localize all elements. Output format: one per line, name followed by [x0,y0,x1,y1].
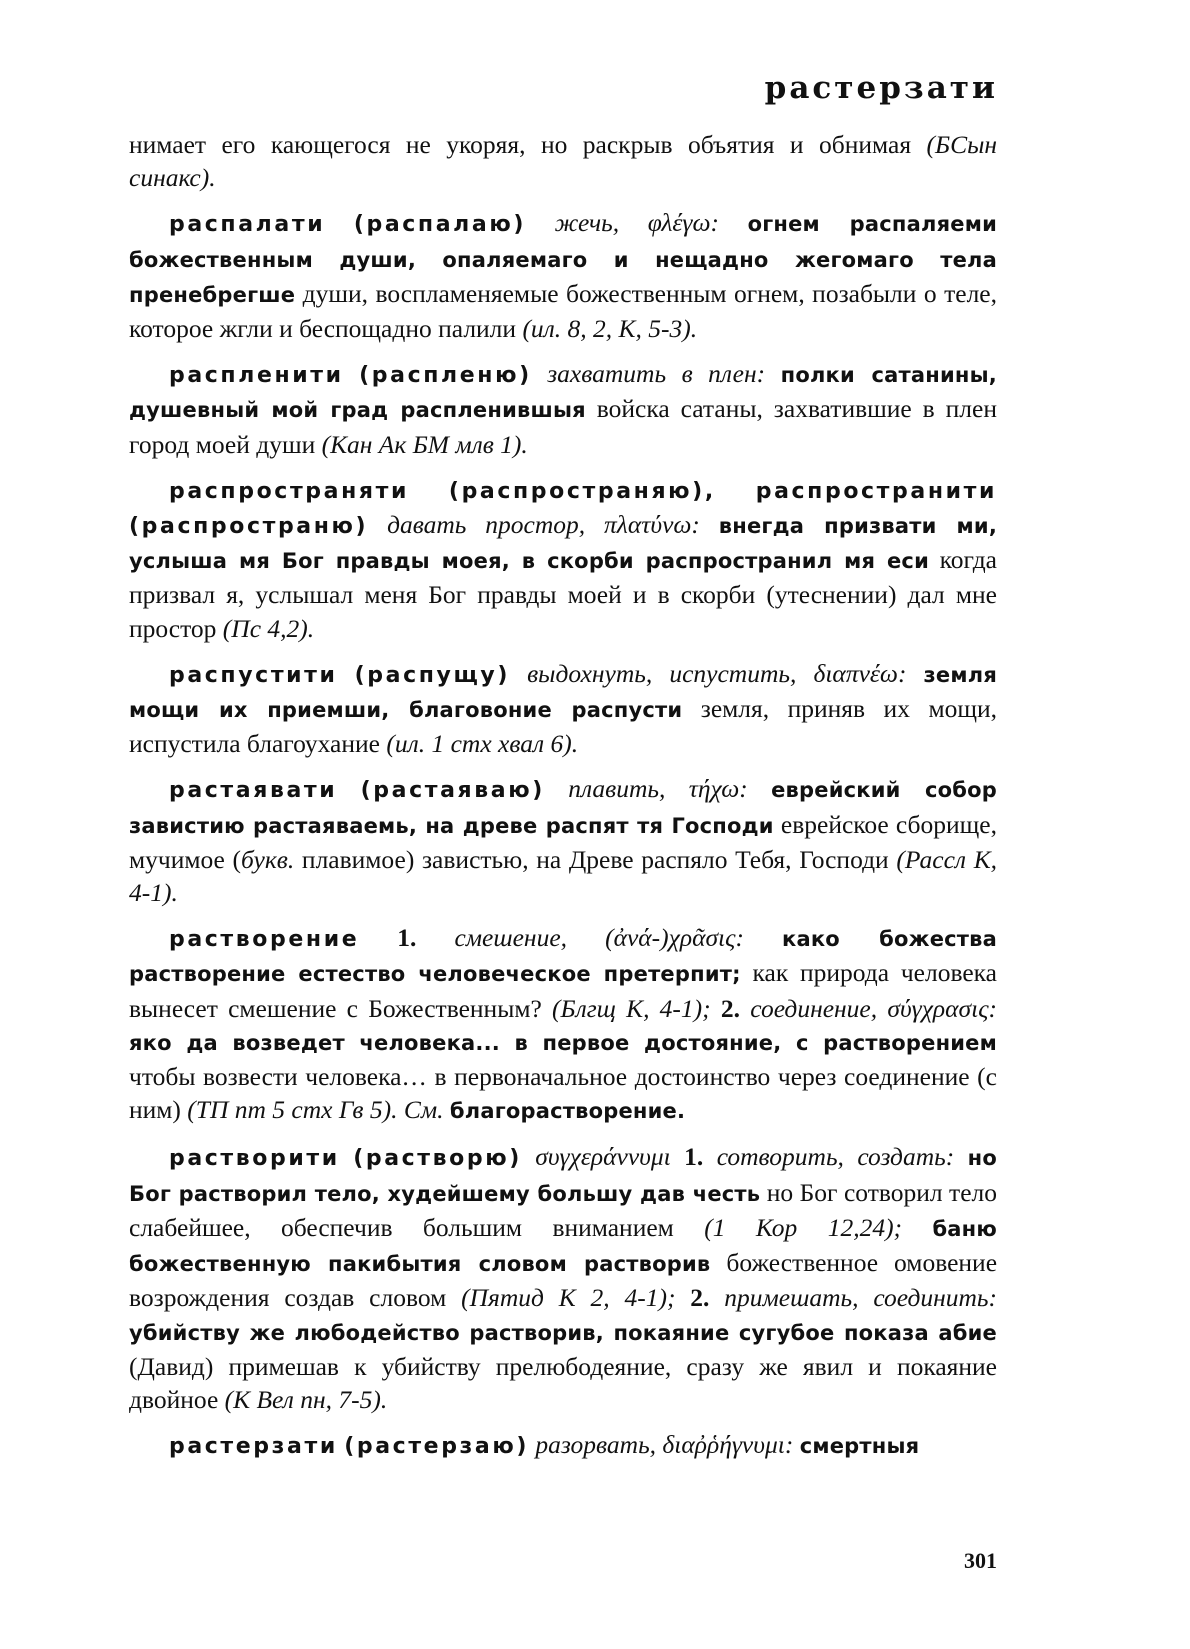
page-number: 301 [964,1548,997,1573]
entry-rastvoriti [129,1140,997,1416]
gloss: выдохнуть, испустить, [527,658,797,688]
entry-raspustiti [129,657,997,761]
entry-raspalati [129,206,997,345]
greek-equivalent: διαπνέω: [813,658,907,688]
translation: божественное омовение возрождения создав словом [129,1248,998,1313]
greek-equivalent: φλέγω: [647,208,719,238]
headword-form: (растаяваю) [360,778,545,804]
translation: плавимое) завистью, на Древе распяло Тебя, Господи [301,844,889,874]
entry-rasprostranyati [129,473,997,645]
gloss: захватить в плен: [547,359,766,389]
greek-equivalent: (ἀνά-)χρᾶσις: [605,923,744,953]
running-head: растерзати [764,70,998,106]
headword-form: (распущу) [354,662,511,688]
headword-form: (распространяю), [448,478,716,504]
gloss: соединение, [750,993,878,1023]
translation: (Давид) примешав к убийству прелюбодеяние, сразу же явил и покаяние двойное [129,1351,997,1414]
headword: растворение [169,927,360,953]
translation: земля, приняв их мощи, испустила благоухание [129,694,997,759]
translation: войска сатаны, захватившие в плен город моей души [129,394,997,459]
translation: но Бог сотворил тело слабейшее, обеспечив большим вниманием [129,1177,997,1242]
entry-raspleniti [129,357,997,461]
gloss: смешение, [454,923,568,953]
headword: распленити [169,363,344,389]
headword-form: (растерзаю) [344,1434,530,1460]
sense-number: 1. [397,923,417,953]
translation: чтобы возвести человека… в первоначальное достоинство через соединение (с ним) [129,1062,997,1125]
source-ref: (ТП пт 5 стх Гв 5). [187,1095,398,1125]
greek-equivalent: συγχεράννυμι [535,1142,671,1172]
church-slavonic-quote: убийству же любодейство растворив, покаяние сугубое показа абие [129,1320,997,1345]
source-ref: (ил. 1 стх хвал 6). [386,729,579,759]
source-ref: (Пс 4,2). [222,613,315,643]
church-slavonic-quote: яко да возведет человека... в первое достояние, с растворением [129,1030,997,1055]
dictionary-text [129,128,997,1475]
entry-rastvorenie [129,921,997,1128]
source-ref: (Рассл К, 4-1). [129,844,997,908]
sense-number: 2. [690,1283,710,1313]
continuation-paragraph [129,128,997,194]
greek-equivalent: τήχω: [688,774,748,804]
headword-variant-form: (распространю) [129,514,369,540]
church-slavonic-quote: но Бог растворил тело, худейшему большу дав честь [129,1146,997,1206]
church-slavonic-quote: како божества растворение естество человеческое претерпит; [129,927,998,987]
gloss: сотворить, создать: [716,1142,955,1172]
gloss: давать простор, [387,510,586,540]
sense-number: 2. [720,993,741,1023]
greek-equivalent: διαῤῥήγνυμι: [662,1430,794,1460]
church-slavonic-quote: земля мощи их приемши, благовоние распусти [129,662,998,723]
entry-rasterzati [129,1428,997,1463]
cross-reference: благорастворение. [449,1099,686,1124]
greek-equivalent: σύγχρασις: [887,993,998,1023]
sense-number: 1. [684,1142,704,1172]
church-slavonic-quote: полки сатанины, душевный мой град распленившыя [129,363,997,423]
headword-form: (растворю) [353,1146,522,1172]
translation: когда призвал я, услышал меня Бог правды моей и в скорби (утеснении) дал мне простор [129,545,997,643]
source-ref: (БСын синакс). [129,130,997,193]
church-slavonic-quote: внегда призвати ми, услыша мя Бог правды моея, в скорби распространил мя еси [129,514,998,574]
church-slavonic-quote: смертныя [799,1434,920,1459]
headword: распалати [169,212,326,238]
headword: распустити [169,662,338,688]
translation: еврейское сборище, мучимое ( [129,809,997,874]
source-ref: (К Вел пн, 7-5). [224,1384,388,1414]
gloss: примешать, соединить: [724,1283,998,1313]
church-slavonic-quote: баню божественную пакибытия словом растворив [129,1216,997,1277]
gloss: жечь, [554,208,620,238]
church-slavonic-quote: еврейский собор завистию растаяваемь, на древе распят тя Господи [129,778,998,838]
entry-rastayavati [129,772,997,909]
continuation-text: нимает его кающегося не укоряя, но раскрыв объятия и обнимая [129,130,912,159]
headword-form: (распалаю) [353,212,526,238]
gloss: разорвать, [535,1430,657,1460]
church-slavonic-quote: огнем распаляеми божественным души, опаляемаго и нещадно жегомаго тела пренебрегше [129,212,997,307]
source-ref: (ил. 8, 2, К, 5-3). [522,314,698,344]
headword-form: (распленю) [359,363,532,389]
source-ref: (Пятид К 2, 4-1); [461,1283,676,1313]
headword-variant: распространити [755,478,997,504]
headword: распространяти [169,478,409,504]
headword: растаявати [169,778,338,804]
translation: души, воспламеняемые божественным огнем, позабыли о теле, которое жгли и беспощадно палили [129,278,997,344]
source-ref: (Блгщ К, 4-1); [552,993,711,1023]
gloss: плавить, [568,774,666,804]
greek-equivalent: πλατύνω: [604,510,700,540]
headword: растворити [169,1146,340,1172]
source-ref: (1 Кор 12,24); [704,1212,903,1242]
source-ref: (Кан Ак БМ млв 1). [321,429,528,459]
cross-reference-label: См. [403,1095,444,1125]
translation: как природа человека вынесет смешение с Божественным? [129,958,998,1023]
headword: растерзати [169,1434,338,1460]
abbreviation: букв. [241,844,295,874]
